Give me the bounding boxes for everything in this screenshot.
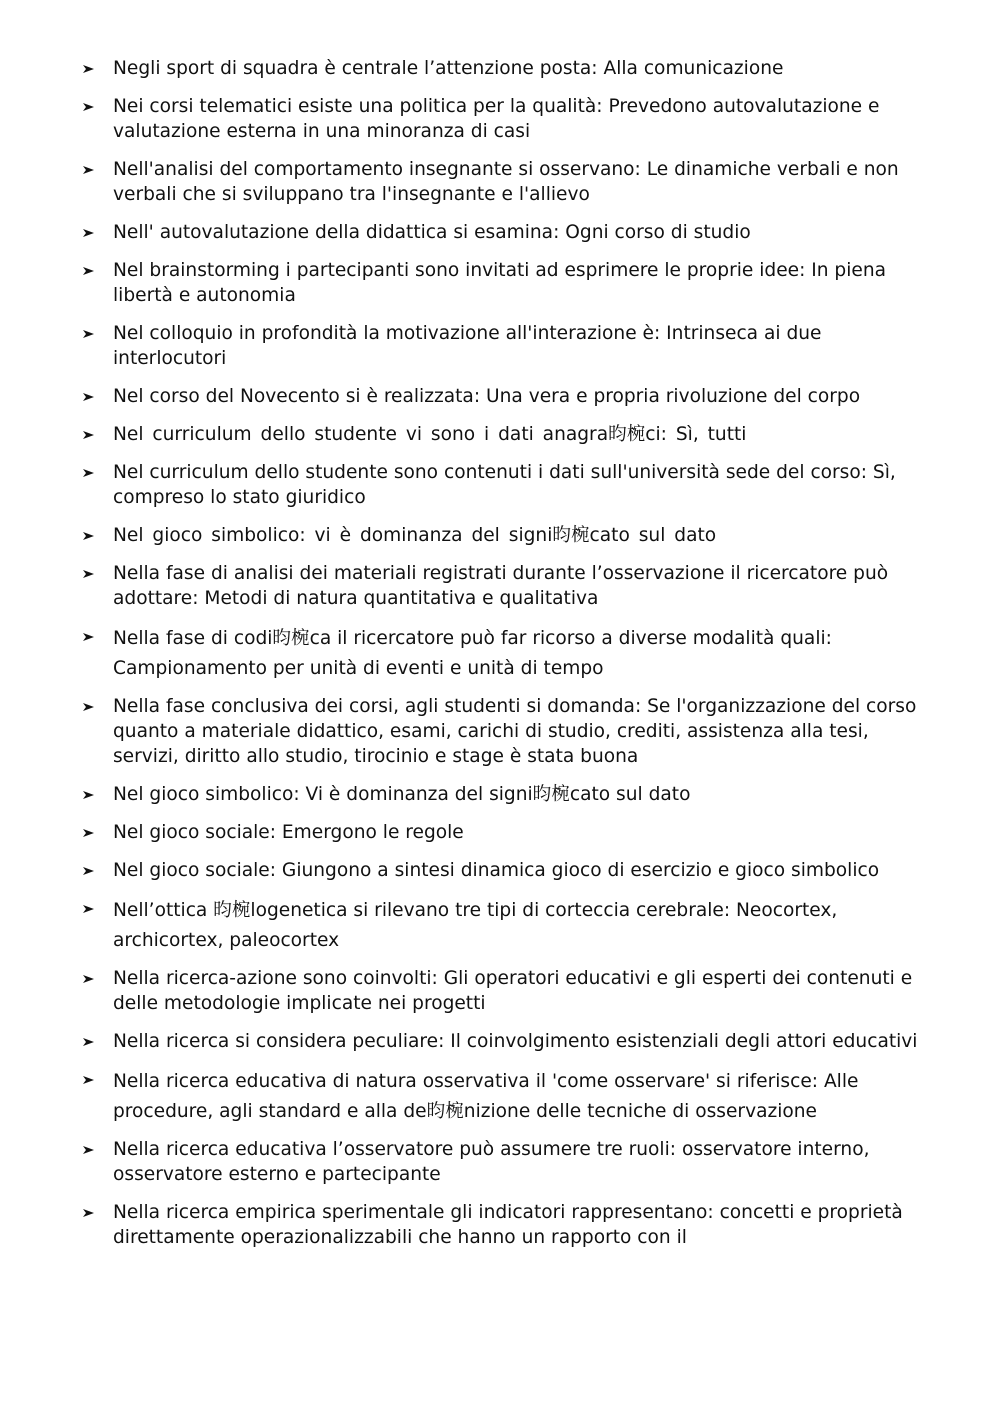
list-item [82,56,932,81]
arrow-bullet-icon [82,632,95,642]
list-item [82,966,932,1016]
arrow-bullet-icon [82,468,95,478]
arrow-bullet-icon [82,1208,95,1218]
item-text: Nel corso del Novecento si è realizzata: Una vera e propria rivoluzione del corpo [113,386,861,407]
list-item [82,384,932,409]
list-item [82,624,932,684]
arrow-bullet-icon [82,1075,95,1085]
question-answer-list [82,56,932,1263]
arrow-bullet-icon [82,904,95,914]
list-item [82,460,932,510]
list-item [82,321,932,371]
list-item [82,896,932,956]
arrow-bullet-icon [82,1145,95,1155]
item-text: Nella ricerca empirica sperimentale gli indicatori rappresentano: concetti e proprietà direttamente operazionalizzabili che hanno un rapporto con il [113,1202,903,1248]
arrow-bullet-icon [82,329,95,339]
arrow-bullet-icon [82,430,95,440]
list-item [82,220,932,245]
item-text: Nella ricerca si considera peculiare: Il coinvolgimento esistenziali degli attori educativi [113,1031,918,1052]
arrow-bullet-icon [82,569,95,579]
list-item [82,523,932,548]
arrow-bullet-icon [82,102,95,112]
item-text: Nel brainstorming i partecipanti sono invitati ad esprimere le proprie idee: In piena libertà e autonomia [113,260,887,306]
item-text: Nella fase conclusiva dei corsi, agli studenti si domanda: Se l'organizzazione del corso quanto a materiale didattico, esami, carichi di studio, crediti, assistenza alla tesi, servizi, diritto allo studio, tirocinio e stage è stata buona [113,696,917,767]
item-text: Nella fase di codi昀椀ca il ricercatore può far ricorso a diverse modalità quali: Campionamento per unità di eventi e unità di tempo [113,628,832,679]
item-text: Nell’ottica 昀椀logenetica si rilevano tre tipi di corteccia cerebrale: Neocortex, archicortex, paleocortex [113,900,838,951]
item-text: Nell' autovalutazione della didattica si esamina: Ogni corso di studio [113,222,751,243]
list-item [82,1067,932,1127]
arrow-bullet-icon [82,392,95,402]
item-text: Nel colloquio in profondità la motivazione all'interazione è: Intrinseca ai due interlocutori [113,323,822,369]
list-item [82,1029,932,1054]
arrow-bullet-icon [82,266,95,276]
item-text: Nella fase di analisi dei materiali registrati durante l’osservazione il ricercatore può adottare: Metodi di natura quantitativa e qualitativa [113,563,889,609]
list-item [82,694,932,769]
item-text: Nel gioco simbolico: Vi è dominanza del signi昀椀cato sul dato [113,784,691,805]
list-item [82,1137,932,1187]
item-text: Nella ricerca educativa di natura osservativa il 'come osservare' si riferisce: Alle procedure, agli standard e alla de昀椀nizione delle tecniche di osservazione [113,1071,859,1122]
item-text: Nell'analisi del comportamento insegnante si osservano: Le dinamiche verbali e non verbali che si sviluppano tra l'insegnante e l'allievo [113,159,899,205]
item-text: Nel curriculum dello studente vi sono i dati anagra昀椀ci: Sì, tutti [113,424,747,445]
arrow-bullet-icon [82,828,95,838]
item-text: Nel gioco simbolico: vi è dominanza del signi昀椀cato sul dato [113,525,717,546]
arrow-bullet-icon [82,1037,95,1047]
list-item [82,1200,932,1250]
item-text: Nel curriculum dello studente sono contenuti i dati sull'università sede del corso: Sì, compreso lo stato giuridico [113,462,896,508]
arrow-bullet-icon [82,64,95,74]
arrow-bullet-icon [82,228,95,238]
arrow-bullet-icon [82,866,95,876]
item-text: Nella ricerca-azione sono coinvolti: Gli operatori educativi e gli esperti dei contenuti e delle metodologie implicate nei progetti [113,968,913,1014]
list-item [82,94,932,144]
list-item [82,561,932,611]
arrow-bullet-icon [82,702,95,712]
list-item [82,422,932,447]
arrow-bullet-icon [82,165,95,175]
list-item [82,820,932,845]
item-text: Nel gioco sociale: Giungono a sintesi dinamica gioco di esercizio e gioco simbolico [113,860,880,881]
item-text: Nei corsi telematici esiste una politica per la qualità: Prevedono autovalutazione e valutazione esterna in una minoranza di casi [113,96,880,142]
item-text: Nel gioco sociale: Emergono le regole [113,822,464,843]
list-item [82,858,932,883]
item-text: Negli sport di squadra è centrale l’attenzione posta: Alla comunicazione [113,58,784,79]
arrow-bullet-icon [82,531,95,541]
arrow-bullet-icon [82,974,95,984]
list-item [82,157,932,207]
arrow-bullet-icon [82,790,95,800]
item-text: Nella ricerca educativa l’osservatore può assumere tre ruoli: osservatore interno, osservatore esterno e partecipante [113,1139,870,1185]
list-item [82,782,932,807]
list-item [82,258,932,308]
